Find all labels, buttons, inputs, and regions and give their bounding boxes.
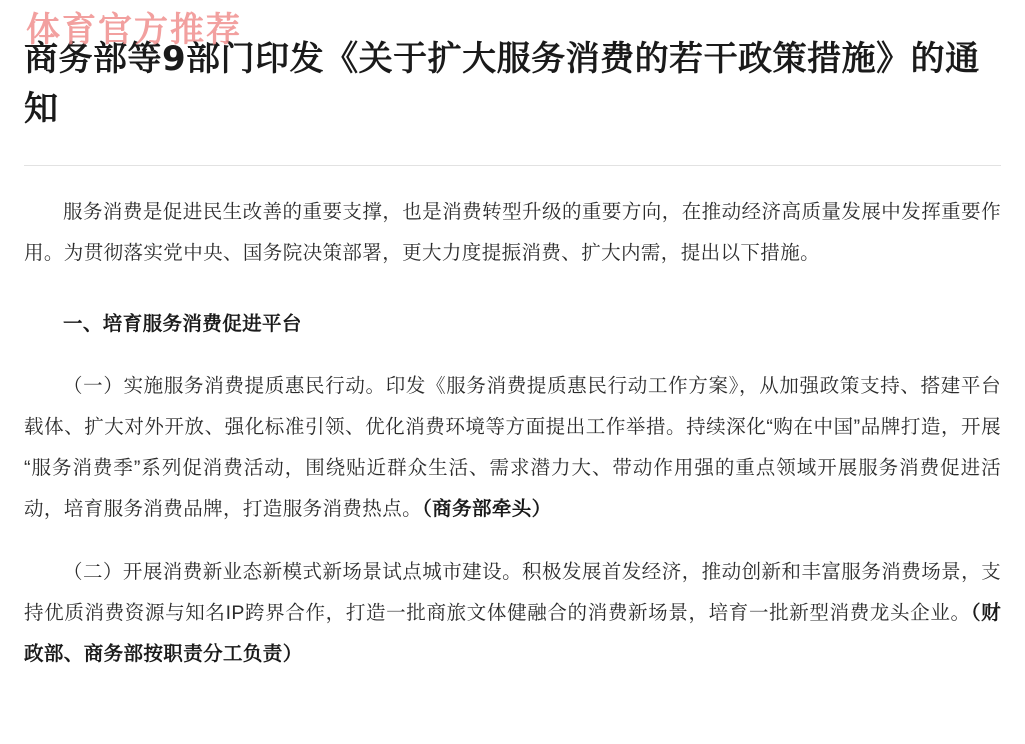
page-title: 商务部等9部门印发《关于扩大服务消费的若干政策措施》的通知 [24,39,980,130]
policy-item-2 [24,530,1001,675]
policy-item-2-text: （二）开展消费新业态新模式新场景试点城市建设。积极发展首发经济，推动创新和丰富服务消费场景，支持优质消费资源与知名IP跨界合作，打造一批商旅文体健融合的消费新场景，培育一批新型消费龙头企业。 [24,561,1001,625]
watermark-text: 体育官方推荐 [26,10,242,50]
policy-item-1-responsible: （商务部牵头） [422,498,552,521]
policy-item-1-text: （一）实施服务消费提质惠民行动。印发《服务消费提质惠民行动工作方案》，从加强政策支持、搭建平台载体、扩大对外开放、强化标准引领、优化消费环境等方面提出工作举措。持续深化“购在中国”品牌打造，开展“服务消费季”系列促消费活动，围绕贴近群众生活、需求潜力大、带动作用强的重点领域开展服务消费促进活动，培育服务消费品牌，打造服务消费热点。 [24,375,1001,521]
section-heading-1: 一、培育服务消费促进平台 [63,312,302,335]
lead-paragraph: 服务消费是促进民生改善的重要支撑，也是消费转型升级的重要方向，在推动经济高质量发展中发挥重要作用。为贯彻落实党中央、国务院决策部署，更大力度提振消费、扩大内需，提出以下措施。 [24,200,1001,264]
policy-item-2-responsible: （财政部、商务部按职责分工负责） [24,602,1001,666]
policy-item-1 [24,344,1001,530]
